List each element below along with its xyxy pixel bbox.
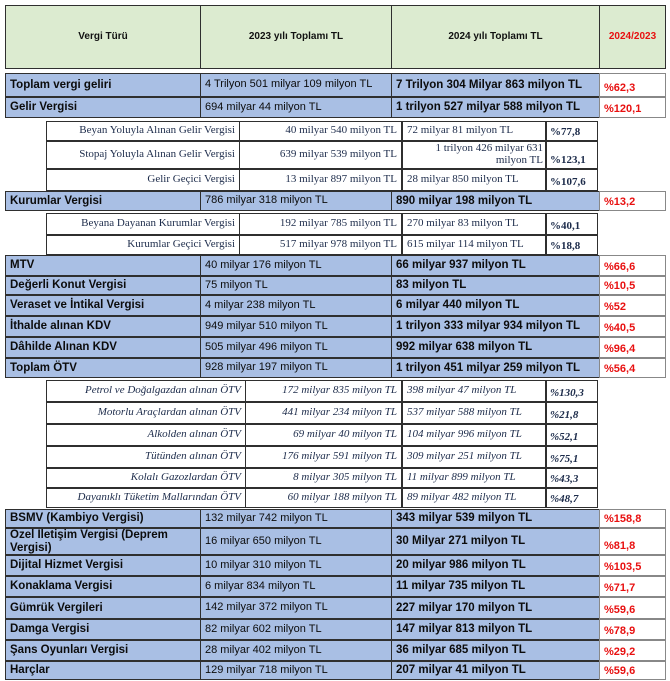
- sub-row-name: Petrol ve Doğalgazdan alınan ÖTV: [46, 380, 246, 402]
- row-ratio: %56,4: [599, 358, 666, 378]
- sub-row-value-2023: 8 milyar 305 milyon TL: [245, 468, 402, 488]
- row-value-2023: 16 milyar 650 milyon TL: [200, 528, 392, 555]
- row-ratio: %81,8: [599, 528, 666, 555]
- sub-row-name: Alkolden alınan ÖTV: [46, 424, 246, 446]
- row-ratio: %66,6: [599, 255, 666, 276]
- sub-row-value-2023: 176 milyar 591 milyon TL: [245, 446, 402, 468]
- row-name: İthalde alınan KDV: [5, 316, 201, 337]
- row-value-2023: 928 milyar 197 milyon TL: [200, 358, 392, 378]
- row-value-2023: 129 milyar 718 milyon TL: [200, 661, 392, 680]
- row-value-2023: 28 milyar 402 milyon TL: [200, 640, 392, 661]
- row-ratio: %158,8: [599, 509, 666, 528]
- row-name: Kurumlar Vergisi: [5, 191, 201, 211]
- row-ratio: %10,5: [599, 276, 666, 295]
- row-ratio: %59,6: [599, 661, 666, 680]
- row-value-2024: 7 Trilyon 304 Milyar 863 milyon TL: [391, 73, 600, 97]
- sub-row-value-2024: 72 milyar 81 milyon TL: [402, 121, 546, 141]
- sub-row-value-2023: 172 milyar 835 milyon TL: [245, 380, 402, 402]
- row-value-2024: 6 milyar 440 milyon TL: [391, 295, 600, 316]
- header-tax-type: Vergi Türü: [5, 5, 201, 69]
- sub-row-value-2023: 13 milyar 897 milyon TL: [239, 169, 402, 191]
- sub-row-value-2023: 69 milyar 40 milyon TL: [245, 424, 402, 446]
- row-value-2023: 82 milyar 602 milyon TL: [200, 619, 392, 640]
- sub-row-ratio: %52,1: [546, 424, 598, 446]
- row-name: MTV: [5, 255, 201, 276]
- header-2024-total: 2024 yılı Toplamı TL: [391, 5, 600, 69]
- sub-row-ratio: %75,1: [546, 446, 598, 468]
- row-name: Harçlar: [5, 661, 201, 680]
- sub-row-value-2023: 517 milyar 978 milyon TL: [239, 235, 402, 255]
- header-2023-total: 2023 yılı Toplamı TL: [200, 5, 392, 69]
- row-value-2024: 1 trilyon 527 milyar 588 milyon TL: [391, 97, 600, 118]
- row-value-2024: 20 milyar 986 milyon TL: [391, 555, 600, 576]
- row-value-2024: 83 milyon TL: [391, 276, 600, 295]
- row-name: Dijital Hizmet Vergisi: [5, 555, 201, 576]
- row-value-2023: 786 milyar 318 milyon TL: [200, 191, 392, 211]
- sub-row-value-2023: 40 milyar 540 milyon TL: [239, 121, 402, 141]
- sub-row-name: Kurumlar Geçici Vergisi: [46, 235, 240, 255]
- sub-row-value-2024: 11 milyar 899 milyon TL: [402, 468, 546, 488]
- sub-row-ratio: %40,1: [546, 213, 598, 235]
- sub-row-value-2024: 537 milyar 588 milyon TL: [402, 402, 546, 424]
- sub-row-ratio: %107,6: [546, 169, 598, 191]
- row-ratio: %96,4: [599, 337, 666, 358]
- row-ratio: %40,5: [599, 316, 666, 337]
- sub-row-name: Beyan Yoluyla Alınan Gelir Vergisi: [46, 121, 240, 141]
- sub-row-name: Motorlu Araçlardan alınan ÖTV: [46, 402, 246, 424]
- row-value-2024: 207 milyar 41 milyon TL: [391, 661, 600, 680]
- sub-row-value-2024: 1 trilyon 426 milyar 631 milyon TL: [402, 141, 546, 169]
- row-value-2023: 132 milyar 742 milyon TL: [200, 509, 392, 528]
- row-ratio: %103,5: [599, 555, 666, 576]
- row-name: Veraset ve İntikal Vergisi: [5, 295, 201, 316]
- row-value-2024: 992 milyar 638 milyon TL: [391, 337, 600, 358]
- row-name: Damga Vergisi: [5, 619, 201, 640]
- sub-row-value-2023: 192 milyar 785 milyon TL: [239, 213, 402, 235]
- sub-row-value-2024: 615 milyar 114 milyon TL: [402, 235, 546, 255]
- sub-row-value-2024: 309 milyar 251 milyon TL: [402, 446, 546, 468]
- sub-row-value-2024: 398 milyar 47 milyon TL: [402, 380, 546, 402]
- sub-row-value-2024: 270 milyar 83 milyon TL: [402, 213, 546, 235]
- sub-row-ratio: %43,3: [546, 468, 598, 488]
- row-ratio: %52: [599, 295, 666, 316]
- row-value-2023: 4 Trilyon 501 milyar 109 milyon TL: [200, 73, 392, 97]
- sub-row-value-2024: 89 milyar 482 milyon TL: [402, 488, 546, 508]
- sub-row-name: Beyana Dayanan Kurumlar Vergisi: [46, 213, 240, 235]
- row-ratio: %62,3: [599, 73, 666, 97]
- row-value-2024: 227 milyar 170 milyon TL: [391, 597, 600, 619]
- sub-row-ratio: %21,8: [546, 402, 598, 424]
- sub-row-ratio: %48,7: [546, 488, 598, 508]
- row-value-2023: 40 milyar 176 milyon TL: [200, 255, 392, 276]
- row-value-2024: 147 milyar 813 milyon TL: [391, 619, 600, 640]
- sub-row-ratio: %18,8: [546, 235, 598, 255]
- row-ratio: %78,9: [599, 619, 666, 640]
- sub-row-name: Kolalı Gazozlardan ÖTV: [46, 468, 246, 488]
- row-name: Toplam ÖTV: [5, 358, 201, 378]
- row-value-2024: 66 milyar 937 milyon TL: [391, 255, 600, 276]
- row-value-2023: 142 milyar 372 milyon TL: [200, 597, 392, 619]
- row-value-2023: 694 milyar 44 milyon TL: [200, 97, 392, 118]
- sub-row-ratio: %77,8: [546, 121, 598, 141]
- row-value-2024: 36 milyar 685 milyon TL: [391, 640, 600, 661]
- row-ratio: %59,6: [599, 597, 666, 619]
- sub-row-ratio: %130,3: [546, 380, 598, 402]
- header-ratio: 2024/2023: [599, 5, 666, 69]
- row-value-2023: 505 milyar 496 milyon TL: [200, 337, 392, 358]
- sub-row-name: Gelir Geçici Vergisi: [46, 169, 240, 191]
- sub-row-value-2024: 104 milyar 996 milyon TL: [402, 424, 546, 446]
- row-value-2024: 11 milyar 735 milyon TL: [391, 576, 600, 597]
- row-value-2024: 30 Milyar 271 milyon TL: [391, 528, 600, 555]
- sub-row-ratio: %123,1: [546, 141, 598, 169]
- row-name: BSMV (Kambiyo Vergisi): [5, 509, 201, 528]
- row-name: Özel İletişim Vergisi (Deprem Vergisi): [5, 528, 201, 555]
- row-value-2023: 75 milyon TL: [200, 276, 392, 295]
- sub-row-name: Stopaj Yoluyla Alınan Gelir Vergisi: [46, 141, 240, 169]
- row-name: Konaklama Vergisi: [5, 576, 201, 597]
- row-value-2024: 1 trilyon 451 milyar 259 milyon TL: [391, 358, 600, 378]
- row-name: Gelir Vergisi: [5, 97, 201, 118]
- row-value-2024: 343 milyar 539 milyon TL: [391, 509, 600, 528]
- row-value-2023: 4 milyar 238 milyon TL: [200, 295, 392, 316]
- row-value-2023: 6 milyar 834 milyon TL: [200, 576, 392, 597]
- sub-row-value-2023: 639 milyar 539 milyon TL: [239, 141, 402, 169]
- row-name: Değerli Konut Vergisi: [5, 276, 201, 295]
- row-value-2023: 10 milyar 310 milyon TL: [200, 555, 392, 576]
- sub-row-name: Tütünden alınan ÖTV: [46, 446, 246, 468]
- row-name: Toplam vergi geliri: [5, 73, 201, 97]
- row-name: Şans Oyunları Vergisi: [5, 640, 201, 661]
- sub-row-value-2023: 441 milyar 234 milyon TL: [245, 402, 402, 424]
- row-ratio: %71,7: [599, 576, 666, 597]
- sub-row-name: Dayanıklı Tüketim Mallarından ÖTV: [46, 488, 246, 508]
- row-name: Gümrük Vergileri: [5, 597, 201, 619]
- row-value-2024: 1 trilyon 333 milyar 934 milyon TL: [391, 316, 600, 337]
- sub-row-value-2023: 60 milyar 188 milyon TL: [245, 488, 402, 508]
- row-value-2024: 890 milyar 198 milyon TL: [391, 191, 600, 211]
- row-ratio: %13,2: [599, 191, 666, 211]
- row-name: Dâhilde Alınan KDV: [5, 337, 201, 358]
- sub-row-value-2024: 28 milyar 850 milyon TL: [402, 169, 546, 191]
- row-value-2023: 949 milyar 510 milyon TL: [200, 316, 392, 337]
- row-ratio: %29,2: [599, 640, 666, 661]
- row-ratio: %120,1: [599, 97, 666, 118]
